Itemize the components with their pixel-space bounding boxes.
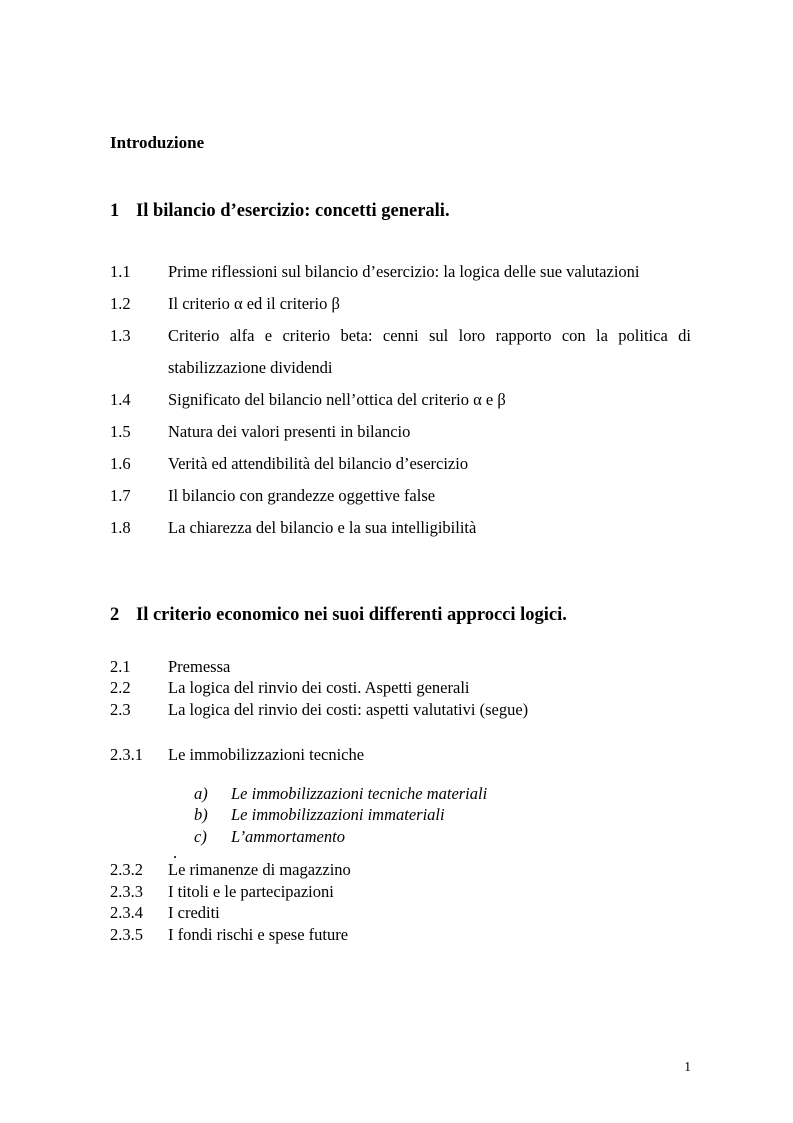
subsection-entry	[110, 924, 691, 946]
toc-entry-number: 1.5	[110, 421, 131, 441]
lettered-item	[110, 804, 691, 826]
toc-entry-label: Il criterio α ed il criterio β	[168, 293, 340, 313]
toc-entry-number: 2.1	[110, 656, 131, 676]
toc-entry-label: Natura dei valori presenti in bilancio	[168, 421, 411, 441]
section-number: 1	[110, 201, 120, 222]
subsection-entry	[110, 902, 691, 924]
toc-entry-label: Prime riflessioni sul bilancio d’esercizio: la logica delle sue valutazioni	[168, 261, 640, 281]
toc-entry-number: 2.2	[110, 678, 131, 698]
toc-entry-number: 1.7	[110, 485, 131, 505]
toc-entry-number: 2.3	[110, 699, 131, 719]
toc-entry-label: La logica del rinvio dei costi: aspetti valutativi (segue)	[168, 699, 529, 719]
toc-entry	[110, 288, 691, 320]
toc-entry-number: 1.4	[110, 389, 131, 409]
lettered-item-label: Le immobilizzazioni tecniche materiali	[231, 783, 488, 803]
section-heading-1	[110, 200, 691, 222]
lettered-item-label: L’ammortamento	[231, 826, 345, 846]
subsection-label: I titoli e le partecipazioni	[168, 881, 334, 901]
section-title: Il bilancio d’esercizio: concetti generali.	[136, 201, 450, 222]
section-number: 2	[110, 604, 120, 625]
spacer	[110, 766, 691, 783]
introduction-heading: Introduzione	[110, 133, 205, 152]
toc-entry	[110, 699, 691, 721]
spacer	[110, 223, 691, 256]
toc-entry-label: Criterio alfa e criterio beta: cenni sul loro rapporto con la politica di stabilizzazione dividendi	[168, 325, 691, 377]
toc-entry-number: 1.8	[110, 517, 131, 537]
toc-entry-number: 1.1	[110, 261, 131, 281]
lettered-item-marker: a)	[194, 783, 208, 803]
lettered-item-marker: b)	[194, 805, 208, 825]
toc-entry	[110, 384, 691, 416]
toc-entry-label: Verità ed attendibilità del bilancio d’esercizio	[168, 453, 469, 473]
toc-entry-number: 1.3	[110, 325, 131, 345]
toc-entry-label: La logica del rinvio dei costi. Aspetti generali	[168, 678, 470, 698]
page-content	[110, 133, 691, 945]
toc-entry-label: Premessa	[168, 656, 231, 676]
toc-entry	[110, 448, 691, 480]
toc-entry	[110, 677, 691, 699]
subsection-number: 2.3.4	[110, 903, 143, 923]
subsection-label: I crediti	[168, 903, 220, 923]
spacer	[110, 626, 691, 656]
lettered-item	[110, 826, 691, 848]
subsection-label: Le immobilizzazioni tecniche	[168, 745, 365, 765]
subsection-number: 2.3.3	[110, 881, 143, 901]
section-title: Il criterio economico nei suoi differenti approcci logici.	[136, 604, 567, 625]
toc-entry	[110, 256, 691, 288]
toc-entry-label: Il bilancio con grandezze oggettive false	[168, 485, 436, 505]
subsection-entry	[110, 881, 691, 903]
toc-entry	[110, 480, 691, 512]
lettered-item	[110, 783, 691, 805]
toc-entry	[110, 320, 691, 384]
toc-entry-number: 1.6	[110, 453, 131, 473]
toc-entry-label: La chiarezza del bilancio e la sua intelligibilità	[168, 517, 477, 537]
subsection-number: 2.3.5	[110, 924, 143, 944]
lettered-item-label: Le immobilizzazioni immateriali	[231, 805, 445, 825]
stray-period-mark: .	[173, 843, 178, 863]
toc-entry	[110, 416, 691, 448]
spacer	[110, 720, 691, 744]
spacer	[110, 153, 691, 200]
spacer	[110, 544, 691, 604]
section-heading-2	[110, 604, 691, 626]
toc-entry-label: Significato del bilancio nell’ottica del criterio α e β	[168, 389, 506, 409]
toc-entry	[110, 656, 691, 678]
subsection-label: I fondi rischi e spese future	[168, 924, 349, 944]
subsection-number: 2.3.2	[110, 860, 143, 880]
toc-entry	[110, 512, 691, 544]
subsection-entry	[110, 859, 691, 881]
page-number: 1	[684, 1059, 691, 1074]
subsection-label: Le rimanenze di magazzino	[168, 860, 351, 880]
subsection-number: 2.3.1	[110, 745, 143, 765]
subsection-entry	[110, 744, 691, 766]
toc-entry-number: 1.2	[110, 293, 131, 313]
lettered-item-marker: c)	[194, 826, 207, 846]
